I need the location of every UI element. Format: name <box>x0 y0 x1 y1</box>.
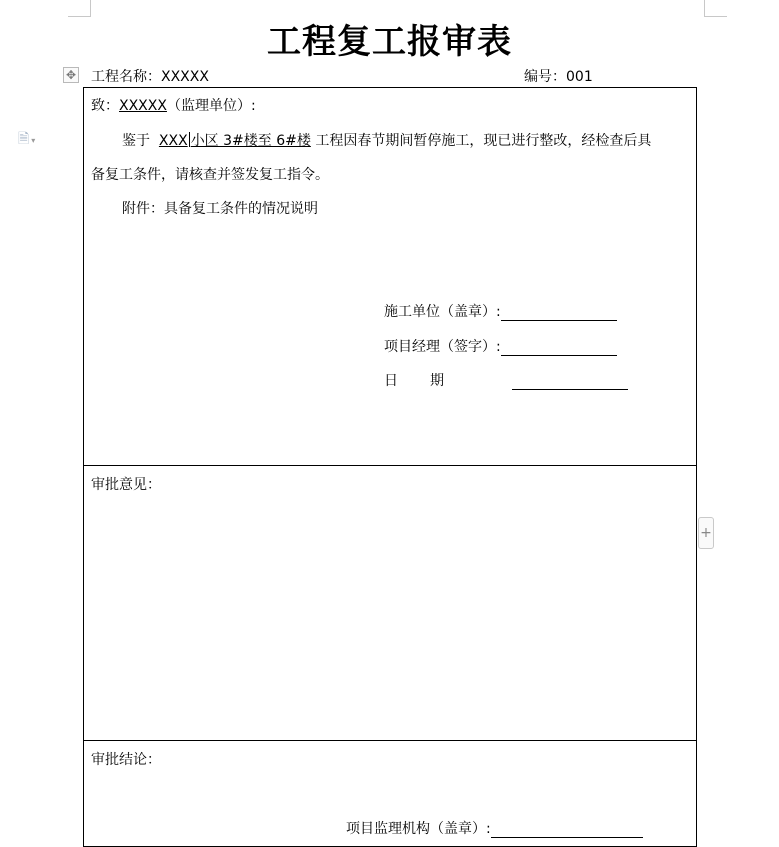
sign-unit-line[interactable] <box>501 306 617 321</box>
document-icon[interactable]: 🗎 ▾ <box>18 131 36 147</box>
body-line-1 <box>122 130 651 150</box>
addressee-prefix: 致： <box>91 98 119 114</box>
sign-date-char-2: 期 <box>430 373 444 389</box>
sign-manager-label: 项目经理（签字）: <box>384 339 501 355</box>
chevron-down-icon[interactable]: ▾ <box>31 136 36 145</box>
sign-unit-row <box>384 301 617 321</box>
body-prefix: 鉴于 <box>122 133 150 149</box>
sign-date-line[interactable] <box>512 375 628 390</box>
form-table <box>83 87 697 847</box>
approval-conclusion-label: 审批结论： <box>91 752 161 768</box>
row-divider <box>84 465 696 466</box>
body-rest: 工程因春节期间暂停施工，现已进行整改，经检查后具 <box>315 133 652 149</box>
sign-unit-label: 施工单位（盖章）: <box>384 304 501 320</box>
move-icon[interactable]: ✥ <box>63 67 79 83</box>
addressee-line <box>91 95 256 115</box>
sign-date-char-1: 日 <box>384 373 398 389</box>
serial-number: 编号：001 <box>524 69 593 85</box>
project-name: 工程名称：XXXXX <box>91 69 209 85</box>
page-title: 工程复工报审表 <box>267 22 512 62</box>
addressee-name[interactable]: XXXXX <box>119 98 167 114</box>
sign-org-label: 项目监理机构（盖章）: <box>346 821 491 837</box>
body-underlined-1[interactable]: XXX <box>158 133 188 149</box>
sign-manager-line[interactable] <box>501 341 617 356</box>
sign-date-row <box>384 370 628 390</box>
sign-org-row <box>346 818 643 838</box>
approval-opinion-label: 审批意见： <box>91 477 161 493</box>
attachment-note: 附件：具备复工条件的情况说明 <box>122 201 318 217</box>
sign-manager-row <box>384 336 617 356</box>
addressee-suffix: （监理单位）: <box>166 98 256 114</box>
plus-icon[interactable]: + <box>698 517 714 549</box>
body-line-2: 备复工条件，请核查并签发复工指令。 <box>91 167 329 183</box>
text-cursor <box>189 132 190 147</box>
body-underlined-2[interactable]: 小区 3#楼至 6#楼 <box>190 133 311 149</box>
row-divider <box>84 740 696 741</box>
